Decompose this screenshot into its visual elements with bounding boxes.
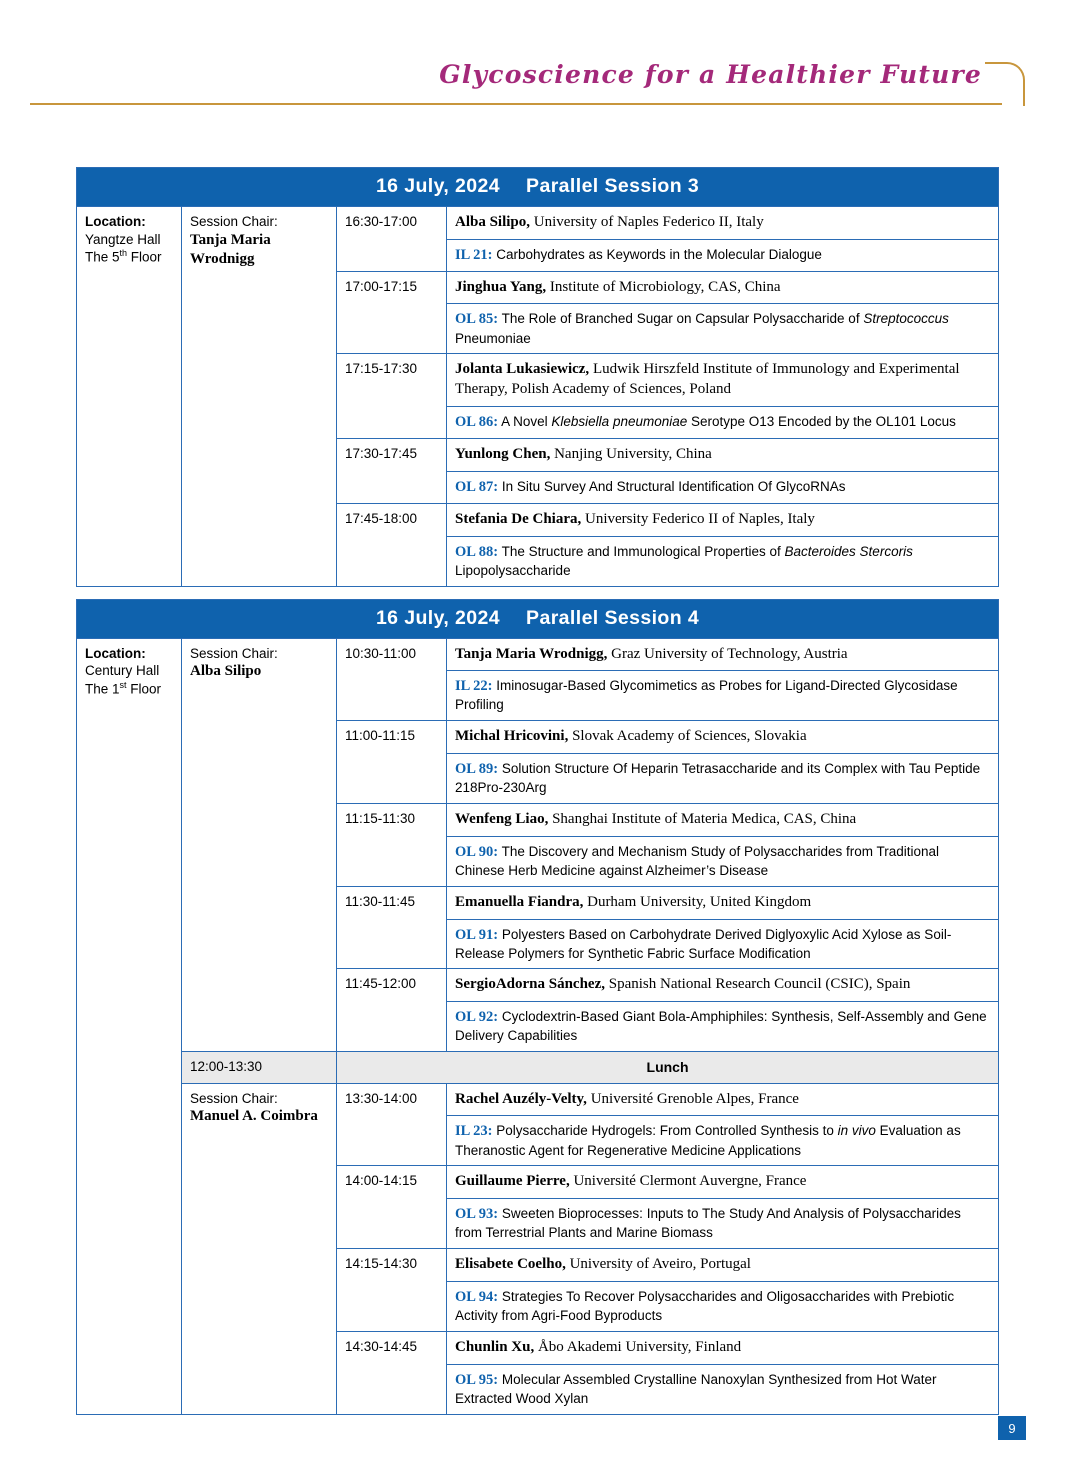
session-chair-name: Alba Silipo [190,663,262,680]
talk-cell: OL 92: Cyclodextrin-Based Giant Bola-Amphiphiles: Synthesis, Self-Assembly and Gene Delivery Capabilities [447,1002,999,1052]
lunch-time: 12:00-13:30 [182,1052,337,1083]
speaker-cell: Yunlong Chen, Nanjing University, China [447,439,999,472]
speaker-cell: Michal Hricovini, Slovak Academy of Sciences, Slovakia [447,721,999,754]
time-slot: 17:15-17:30 [337,354,447,439]
speaker-cell: Alba Silipo, University of Naples Federico II, Italy [447,206,999,239]
time-slot: 16:30-17:00 [337,206,447,271]
talk-cell: OL 87: In Situ Survey And Structural Identification Of GlycoRNAs [447,471,999,503]
talk-cell: IL 21: Carbohydrates as Keywords in the Molecular Dialogue [447,239,999,271]
location-line-1: Yangtze Hall [85,231,161,247]
table-row [77,1083,999,1116]
talk-cell: OL 94: Strategies To Recover Polysaccharides and Oligosaccharides with Prebiotic Activity from Agri-Food Byproducts [447,1281,999,1331]
time-slot: 17:45-18:00 [337,504,447,587]
time-slot: 14:15-14:30 [337,1249,447,1332]
session-4-chair-2 [182,1083,337,1414]
time-slot: 10:30-11:00 [337,638,447,721]
time-slot: 17:00-17:15 [337,271,447,354]
time-slot: 11:45-12:00 [337,969,447,1052]
header-title: Glycoscience for a Healthier Future [439,60,982,89]
session-4-location [77,638,182,1414]
speaker-cell: Stefania De Chiara, University Federico II of Naples, Italy [447,504,999,537]
session-4-band [77,599,999,638]
speaker-cell: Emanuella Fiandra, Durham University, United Kingdom [447,886,999,919]
session-3-band [77,168,999,207]
session-3-chair [182,206,337,586]
location-line-2: The 1st Floor [85,680,162,697]
session-band-row [77,599,999,638]
talk-cell: OL 95: Molecular Assembled Crystalline Nanoxylan Synthesized from Hot Water Extracted Wood Xylan [447,1364,999,1414]
talk-cell: OL 89: Solution Structure Of Heparin Tetrasaccharide and its Complex with Tau Peptide 218Pro-230Arg [447,754,999,804]
location-line-2: The 5th Floor [85,248,162,265]
table-row [77,638,999,671]
talk-cell: OL 85: The Role of Branched Sugar on Capsular Polysaccharide of Streptococcus Pneumoniae [447,304,999,354]
header-curve-decoration [985,62,1025,106]
session-3-location [77,206,182,586]
location-label: Location: [85,213,146,229]
time-slot: 14:30-14:45 [337,1331,447,1414]
lunch-label: Lunch [337,1052,999,1083]
speaker-cell: Tanja Maria Wrodnigg, Graz University of Technology, Austria [447,638,999,671]
location-line-1: Century Hall [85,663,160,679]
talk-cell: IL 23: Polysaccharide Hydrogels: From Controlled Synthesis to in vivo Evaluation as Theranostic Agent for Regenerative Medicine Applications [447,1116,999,1166]
talk-cell: OL 91: Polyesters Based on Carbohydrate Derived Diglyoxylic Acid Xylose as Soil-Release Polymers for Synthetic Fabric Surface Modification [447,919,999,969]
session-4-chair-1 [182,638,337,1052]
session-chair-name-line-2: Wrodnigg [190,251,255,268]
lunch-row [77,1052,999,1083]
session-3-name: Parallel Session 3 [526,175,700,197]
talk-cell: OL 93: Sweeten Bioprocesses: Inputs to The Study And Analysis of Polysaccharides from Terrestrial Plants and Marine Biomass [447,1199,999,1249]
speaker-cell: Chunlin Xu, Åbo Akademi University, Finland [447,1331,999,1364]
header-divider [30,103,1002,105]
table-row [77,206,999,239]
session-chair-label: Session Chair: [190,1090,278,1106]
speaker-cell: Guillaume Pierre, Université Clermont Auvergne, France [447,1166,999,1199]
session-band-row [77,168,999,207]
time-slot: 11:15-11:30 [337,803,447,886]
time-slot: 11:00-11:15 [337,721,447,804]
time-slot: 17:30-17:45 [337,439,447,504]
time-slot: 11:30-11:45 [337,886,447,969]
time-slot: 13:30-14:00 [337,1083,447,1166]
session-3-date: 16 July, 2024 [375,175,501,197]
session-chair-name: Manuel A. Coimbra [190,1108,318,1125]
location-label: Location: [85,645,146,661]
speaker-cell: Jolanta Lukasiewicz, Ludwik Hirszfeld Institute of Immunology and Experimental Therapy, Polish Academy of Sciences, Poland [447,354,999,407]
talk-cell: OL 88: The Structure and Immunological Properties of Bacteroides Stercoris Lipopolysaccharide [447,536,999,586]
session-4-name: Parallel Session 4 [526,606,700,629]
session-4-date: 16 July, 2024 [375,606,501,629]
speaker-cell: Wenfeng Liao, Shanghai Institute of Materia Medica, CAS, China [447,803,999,836]
talk-cell: IL 22: Iminosugar-Based Glycomimetics as Probes for Ligand-Directed Glycosidase Profiling [447,671,999,721]
talk-cell: OL 86: A Novel Klebsiella pneumoniae Serotype O13 Encoded by the OL101 Locus [447,406,999,438]
speaker-cell: Jinghua Yang, Institute of Microbiology, CAS, China [447,271,999,304]
session-chair-label: Session Chair: [190,645,278,661]
time-slot: 14:00-14:15 [337,1166,447,1249]
session-spacer-row [77,586,999,599]
session-chair-label: Session Chair: [190,213,278,229]
speaker-cell: SergioAdorna Sánchez, Spanish National Research Council (CSIC), Spain [447,969,999,1002]
speaker-cell: Rachel Auzély-Velty, Université Grenoble Alpes, France [447,1083,999,1116]
page-header [0,0,1074,115]
speaker-cell: Elisabete Coelho, University of Aveiro, Portugal [447,1249,999,1282]
schedule-table [76,167,999,1415]
talk-cell: OL 90: The Discovery and Mechanism Study of Polysaccharides from Traditional Chinese Herb Medicine against Alzheimer’s Disease [447,836,999,886]
session-chair-name-line-1: Tanja Maria [190,231,271,248]
page-number: 9 [998,1416,1026,1440]
